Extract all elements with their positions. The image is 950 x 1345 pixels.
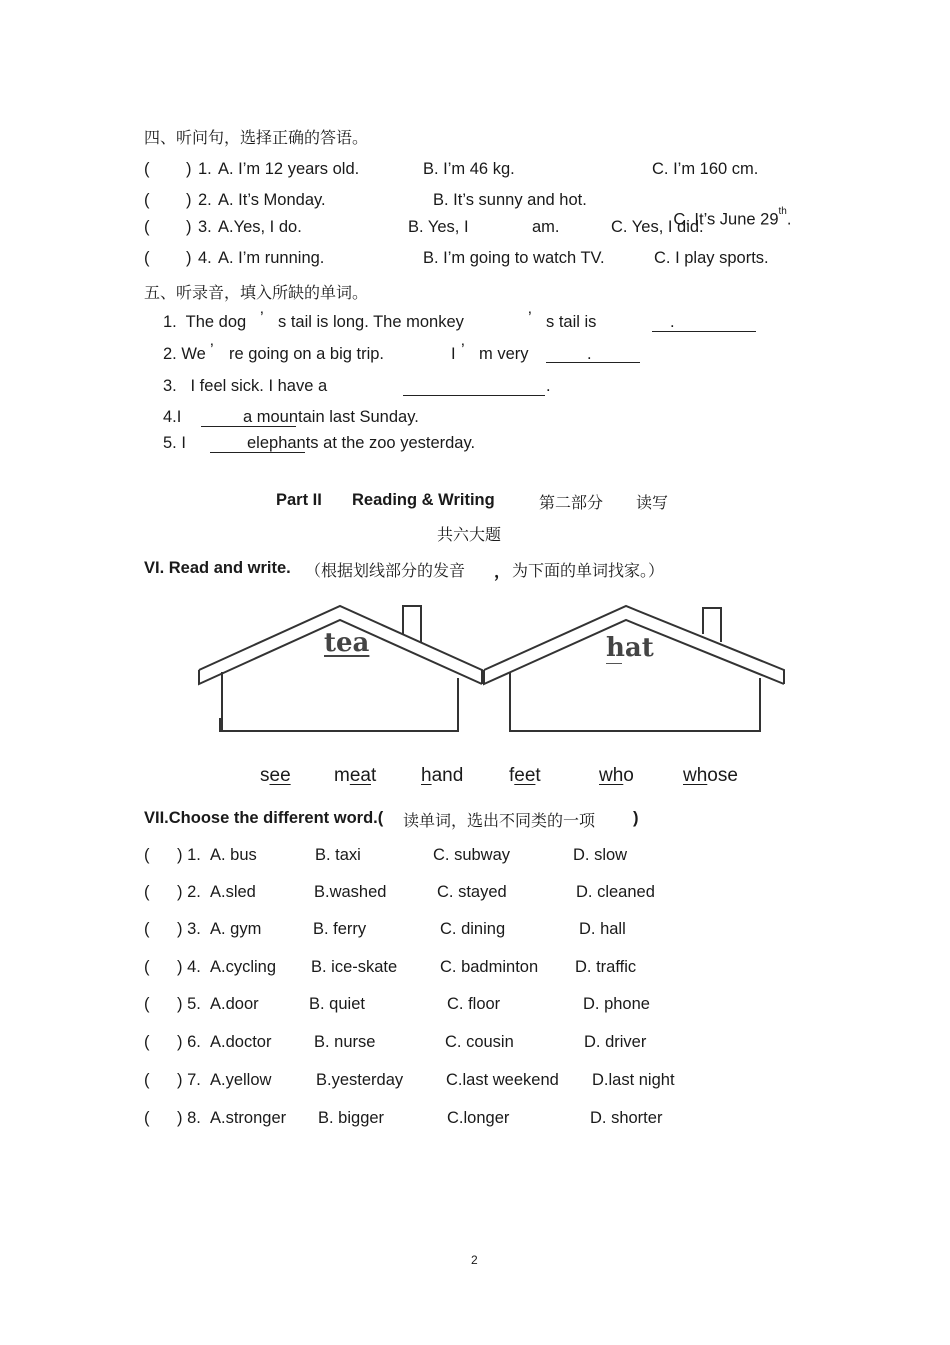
sentence-text: elephants at the zoo yesterday. (247, 434, 476, 452)
answer-paren-open: ( (144, 191, 150, 209)
part-subtitle: 共六大题 (437, 525, 502, 544)
section4-heading: 四、听问句，选择正确的答语。 (144, 128, 369, 147)
answer-paren: ( (144, 883, 150, 901)
heading-end: ) (633, 809, 639, 827)
page-number: 2 (471, 1253, 478, 1267)
phonics-word[interactable]: hand (421, 765, 464, 786)
option-c: C. subway (433, 846, 511, 864)
sentence-text: 5. I (163, 434, 186, 452)
sentence-text: I (451, 345, 456, 363)
question-number: 4. (198, 249, 212, 267)
sentence-text: 1. The dog (163, 313, 247, 331)
heading-cn: （根据划线部分的发音 (305, 561, 466, 580)
option-a: A.door (210, 995, 259, 1013)
option-b: B. ice-skate (311, 958, 398, 976)
option-b: B. I’m 46 kg. (423, 160, 515, 178)
answer-paren-close: ) (186, 160, 192, 178)
heading-comma: ， (494, 563, 511, 581)
option-b: B. nurse (314, 1033, 376, 1051)
answer-paren-open: ( (144, 249, 150, 267)
option-a: A. bus (210, 846, 257, 864)
house-word-hat: hat (606, 633, 654, 663)
sentence-text: 4.I (163, 408, 182, 426)
option-c: C. I play sports. (654, 249, 769, 267)
answer-paren: ( (144, 846, 150, 864)
sentence-text: 3. I feel sick. I have a (163, 377, 328, 395)
answer-paren-open: ( (144, 218, 150, 236)
sentence-text: s tail is long. The monkey (278, 313, 464, 331)
question-number: ) 2. (177, 883, 201, 901)
sentence-text: s tail is (546, 313, 597, 331)
option-b: B. ferry (313, 920, 367, 938)
option-b: B. taxi (315, 846, 361, 864)
option-c: C.last weekend (446, 1071, 559, 1089)
question-number: ) 3. (177, 920, 201, 938)
option-a: A.cycling (210, 958, 277, 976)
option-c: C. stayed (437, 883, 507, 901)
heading-en: VII.Choose the different word.( (144, 809, 384, 827)
answer-paren: ( (144, 958, 150, 976)
option-b: B.yesterday (316, 1071, 404, 1089)
answer-paren-close: ) (186, 191, 192, 209)
part-title-cn-subject: 读写 (636, 493, 669, 512)
phonics-word[interactable]: see (260, 765, 291, 786)
option-d: D. shorter (590, 1109, 663, 1127)
option-d: D. cleaned (576, 883, 655, 901)
answer-paren: ( (144, 1071, 150, 1089)
answer-paren: ( (144, 920, 150, 938)
sentence-end: . (546, 377, 551, 395)
question-number: ) 6. (177, 1033, 201, 1051)
option-d: D. slow (573, 846, 628, 864)
question-number: ) 7. (177, 1071, 201, 1089)
option-d: D.last night (592, 1071, 675, 1089)
sentence-text: re going on a big trip. (229, 345, 385, 363)
option-b: B. bigger (318, 1109, 385, 1127)
answer-paren: ( (144, 1033, 150, 1051)
option-a: A. I’m 12 years old. (218, 160, 360, 178)
sentence-text: 2. We (163, 345, 206, 363)
question-number: 2. (198, 191, 212, 209)
question-number: 1. (198, 160, 212, 178)
option-d: D. driver (584, 1033, 647, 1051)
option-a: A.Yes, I do. (218, 218, 302, 236)
option-b: B. Yes, I (408, 218, 469, 236)
answer-paren: ( (144, 995, 150, 1013)
phonics-word[interactable]: meat (334, 765, 377, 786)
answer-paren-close: ) (186, 249, 192, 267)
heading-cn2: 为下面的单词找家。） (512, 561, 665, 580)
option-d: D. traffic (575, 958, 637, 976)
sentence-end: . (587, 345, 592, 363)
heading-en: VI. Read and write. (144, 559, 291, 577)
apostrophe: ’ (210, 341, 214, 359)
option-c: C. Yes, I did. (611, 218, 704, 236)
option-c: C. floor (447, 995, 501, 1013)
question-number: ) 1. (177, 846, 201, 864)
option-b: B. It’s sunny and hot. (433, 191, 587, 209)
option-a: A.yellow (210, 1071, 272, 1089)
part-title-subject: Reading & Writing (352, 491, 495, 509)
phonics-word[interactable]: who (599, 765, 634, 786)
ordinal-suffix: th (778, 206, 787, 217)
answer-paren: ( (144, 1109, 150, 1127)
apostrophe: ’ (260, 309, 264, 327)
option-b-end: am. (532, 218, 560, 236)
phonics-word[interactable]: feet (509, 765, 541, 786)
option-c: C. badminton (440, 958, 539, 976)
option-c: C. It’s June 29th. (673, 206, 792, 229)
question-number: 3. (198, 218, 212, 236)
option-d: D. phone (583, 995, 650, 1013)
answer-paren-open: ( (144, 160, 150, 178)
phonics-word[interactable]: whose (683, 765, 738, 786)
house-tea (199, 606, 482, 732)
apostrophe: ’ (461, 341, 465, 359)
option-a: A. It’s Monday. (218, 191, 326, 209)
option-a: A.doctor (210, 1033, 272, 1051)
part-title: Part II (276, 491, 322, 509)
sentence-text: m very (479, 345, 529, 363)
sentence-end: . (670, 313, 675, 331)
part-title-cn: 第二部分 (539, 493, 604, 512)
house-word-tea: tea (324, 628, 370, 658)
section5-heading: 五、听录音，填入所缺的单词。 (144, 283, 369, 302)
option-c: C. I’m 160 cm. (652, 160, 759, 178)
option-c: C.longer (447, 1109, 510, 1127)
house-word-underline (606, 663, 622, 664)
question-number: ) 4. (177, 958, 201, 976)
question-number: ) 8. (177, 1109, 201, 1127)
heading-cn: 读单词，选出不同类的一项 (403, 811, 596, 830)
option-c: C. dining (440, 920, 506, 938)
option-b: B. I’m going to watch TV. (423, 249, 605, 267)
apostrophe: ’ (528, 309, 532, 327)
option-a: A. gym (210, 920, 262, 938)
option-a: A.sled (210, 883, 256, 901)
house-hat (484, 606, 784, 731)
answer-paren-close: ) (186, 218, 192, 236)
option-d: D. hall (579, 920, 626, 938)
option-a: A. I’m running. (218, 249, 325, 267)
option-a: A.stronger (210, 1109, 287, 1127)
option-c: C. cousin (445, 1033, 514, 1051)
sentence-text: a mountain last Sunday. (243, 408, 419, 426)
option-b: B. quiet (309, 995, 365, 1013)
option-b: B.washed (314, 883, 387, 901)
question-number: ) 5. (177, 995, 201, 1013)
